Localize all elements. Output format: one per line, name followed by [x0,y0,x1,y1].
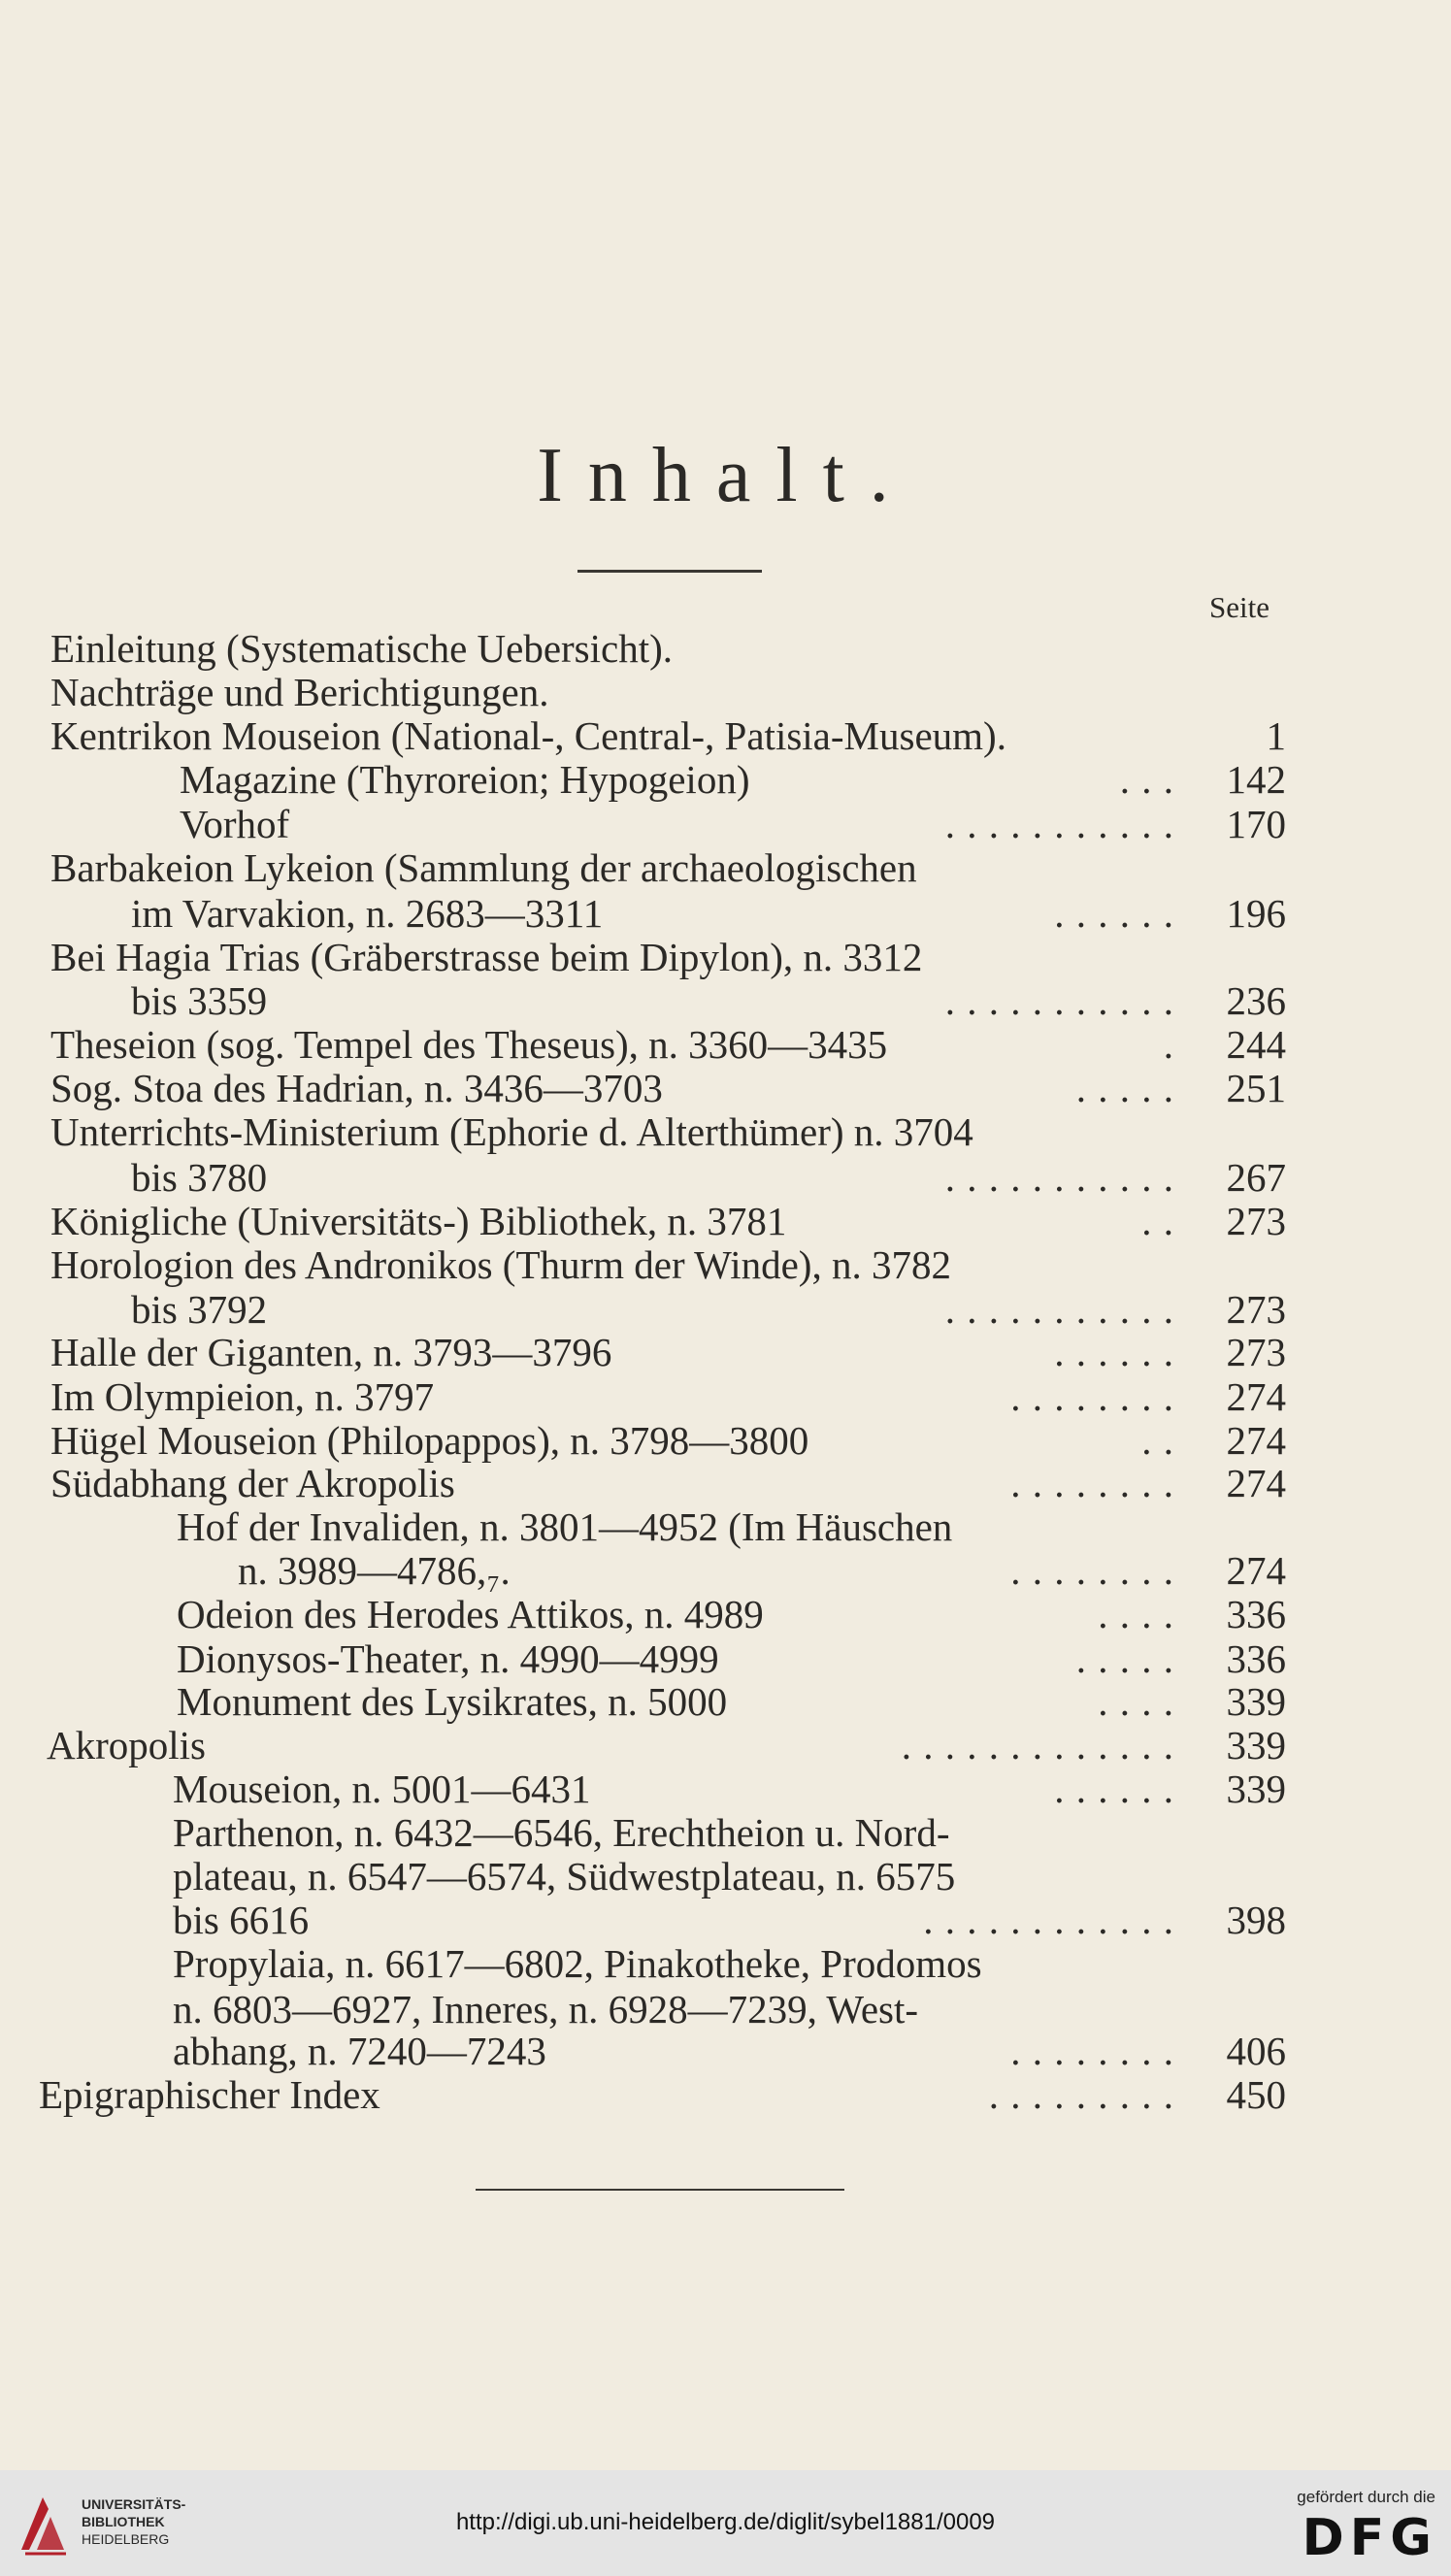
toc-leader-dots: . . . . . . . . . . . [944,802,1174,846]
toc-entry-text: Einleitung (Systematische Uebersicht). [50,626,674,671]
toc-entry [0,1767,1451,1811]
toc-leader-dots: . . . . . . . . . . . [944,1155,1174,1200]
toc-entry-text: Propylaia, n. 6617—6802, Pinakotheke, Prodomos [173,1941,982,1986]
toc-entry [0,1155,1451,1200]
toc-entry-text: Magazine (Thyroreion; Hypogeion) [180,757,750,802]
toc-entry [0,1810,1451,1855]
toc-leader-dots: . . . . [1098,1592,1174,1636]
toc-entry-text: Nachträge und Berichtigungen. [50,670,549,714]
toc-page-number: 244 [1226,1022,1286,1067]
toc-entry-text: Horologion des Andronikos (Thurm der Winde), n. 3782 [50,1242,951,1287]
toc-entry-text: Im Olympieion, n. 3797 [50,1374,435,1419]
toc-entry-text: n. 3989—4786,₇. [238,1548,511,1593]
end-divider [476,2189,844,2191]
toc-entry-text: Dionysos-Theater, n. 4990—4999 [177,1636,719,1681]
toc-entry [0,670,1451,714]
toc-entry [0,1199,1451,1243]
toc-entry [0,1022,1451,1067]
toc-page-number: 339 [1226,1679,1286,1724]
toc-entry [0,757,1451,802]
toc-page-number: 339 [1226,1723,1286,1767]
toc-page-number: 273 [1226,1330,1286,1374]
toc-page-number: 170 [1226,802,1286,846]
permalink-url[interactable]: http://digi.ub.uni-heidelberg.de/diglit/sybel1881/0009 [455,2509,996,2535]
toc-leader-dots: . . . [1119,757,1174,802]
toc-entry [0,1330,1451,1374]
toc-entry-text: Bei Hagia Trias (Gräberstrasse beim Dipylon), n. 3312 [50,935,923,979]
toc-entry [0,626,1451,671]
toc-entry-text: Odeion des Herodes Attikos, n. 4989 [177,1592,764,1636]
toc-leader-dots: . . . . . . . . [1010,1374,1174,1419]
toc-page-number: 339 [1226,1767,1286,1811]
toc-entry-text: Akropolis [47,1723,206,1767]
toc-leader-dots: . . . . . . . . . . . [944,1287,1174,1332]
toc-leader-dots: . . . . . [1075,1636,1174,1681]
toc-entry-text: Kentrikon Mouseion (National-, Central-, Patisia-Museum). [50,713,1006,758]
toc-page-number: 142 [1226,757,1286,802]
toc-entry [0,935,1451,979]
toc-page-number: 336 [1226,1592,1286,1636]
toc-leader-dots: . . . . [1098,1679,1174,1724]
toc-entry [0,1941,1451,1986]
toc-entry [0,1374,1451,1419]
toc-entry [0,1548,1451,1593]
toc-page-number: 267 [1226,1155,1286,1200]
toc-entry-text: bis 6616 [173,1898,310,1942]
toc-entry-text: Epigraphischer Index [39,2072,380,2117]
library-name-line: UNIVERSITÄTS- [82,2496,186,2512]
toc-entry-text: n. 6803—6927, Inneres, n. 6928—7239, West- [173,1987,919,2031]
toc-entry-text: Halle der Giganten, n. 3793—3796 [50,1330,612,1374]
toc-page-number: 274 [1226,1461,1286,1505]
toc-entry [0,1109,1451,1154]
toc-entry-text: Hof der Invaliden, n. 3801—4952 (Im Häuschen [177,1504,953,1549]
library-name-line: BIBLIOTHEK [82,2514,165,2529]
toc-page-number: 450 [1226,2072,1286,2117]
page-column-label: Seite [1209,590,1270,624]
toc-entry-text: Monument des Lysikrates, n. 5000 [177,1679,728,1724]
toc-entry-text: Parthenon, n. 6432—6546, Erechtheion u. Nord- [173,1810,950,1855]
page-title: Inhalt. [537,433,914,518]
toc-page-number: 336 [1226,1636,1286,1681]
toc-leader-dots: . . . . . . . . [1010,1461,1174,1505]
funding-label: gefördert durch die [1297,2488,1435,2506]
toc-entry [0,1418,1451,1463]
toc-entry [0,1287,1451,1332]
toc-entry-text: Mouseion, n. 5001—6431 [173,1767,591,1811]
toc-entry [0,1461,1451,1505]
toc-page-number: 273 [1226,1287,1286,1332]
toc-entry [0,2072,1451,2117]
toc-entry [0,891,1451,936]
viewer-footer [0,2470,1451,2576]
toc-page-number: 398 [1226,1898,1286,1942]
toc-entry [0,845,1451,890]
toc-leader-dots: . . [1141,1199,1174,1243]
toc-page-number: 406 [1226,2029,1286,2073]
library-name-line: HEIDELBERG [82,2531,170,2547]
toc-page-number: 274 [1226,1418,1286,1463]
toc-entry-text: im Varvakion, n. 2683—3311 [131,891,604,936]
toc-entry-text: Hügel Mouseion (Philopappos), n. 3798—3800 [50,1418,809,1463]
toc-leader-dots: . . . . . . [1054,891,1174,936]
toc-entry [0,1592,1451,1636]
toc-entry-text: Königliche (Universitäts-) Bibliothek, n. 3781 [50,1199,787,1243]
toc-page-number: 274 [1226,1374,1286,1419]
toc-page-number: 273 [1226,1199,1286,1243]
toc-entry [0,713,1451,758]
toc-entry-text: Sog. Stoa des Hadrian, n. 3436—3703 [50,1066,663,1110]
toc-entry-text: abhang, n. 7240—7243 [173,2029,546,2073]
toc-entry [0,1066,1451,1110]
toc-entry-text: bis 3792 [131,1287,268,1332]
toc-entry-text: bis 3780 [131,1155,268,1200]
toc-entry [0,1987,1451,2031]
toc-leader-dots: . . . . . . . . . . . . [923,1898,1174,1942]
toc-entry [0,1898,1451,1942]
title-divider [577,570,762,573]
toc-entry [0,1504,1451,1549]
toc-entry [0,1679,1451,1724]
toc-leader-dots: . . . . . . . . [1010,1548,1174,1593]
toc-leader-dots: . . . . . [1075,1066,1174,1110]
toc-leader-dots: . . . . . . [1054,1767,1174,1811]
toc-entry-text: bis 3359 [131,978,268,1023]
toc-entry-text: Theseion (sog. Tempel des Theseus), n. 3360—3435 [50,1022,888,1067]
toc-leader-dots: . . . . . . . . [1010,2029,1174,2073]
toc-page-number: 274 [1226,1548,1286,1593]
toc-entry [0,1723,1451,1767]
toc-entry [0,978,1451,1023]
toc-entry [0,1636,1451,1681]
toc-leader-dots: . [1163,1022,1174,1067]
toc-entry [0,802,1451,846]
toc-leader-dots: . . . . . . . . . . . . . [901,1723,1174,1767]
toc-entry [0,1242,1451,1287]
toc-entry-text: Barbakeion Lykeion (Sammlung der archaeologischen [50,845,917,890]
toc-entry-text: Vorhof [180,802,290,846]
toc-entry-text: plateau, n. 6547—6574, Südwestplateau, n. 6575 [173,1854,956,1899]
dfg-logo: DFG [1302,2509,1437,2567]
toc-entry [0,1854,1451,1899]
toc-entry [0,2029,1451,2073]
toc-page-number: 236 [1226,978,1286,1023]
toc-page-number: 1 [1266,713,1286,758]
toc-leader-dots: . . [1141,1418,1174,1463]
toc-leader-dots: . . . . . . . . . . . [944,978,1174,1023]
toc-leader-dots: . . . . . . [1054,1330,1174,1374]
toc-entry-text: Unterrichts-Ministerium (Ephorie d. Alterthümer) n. 3704 [50,1109,973,1154]
toc-page-number: 251 [1226,1066,1286,1110]
toc-leader-dots: . . . . . . . . . [988,2072,1174,2117]
toc-page-number: 196 [1226,891,1286,936]
toc-entry-text: Südabhang der Akropolis [50,1461,455,1505]
